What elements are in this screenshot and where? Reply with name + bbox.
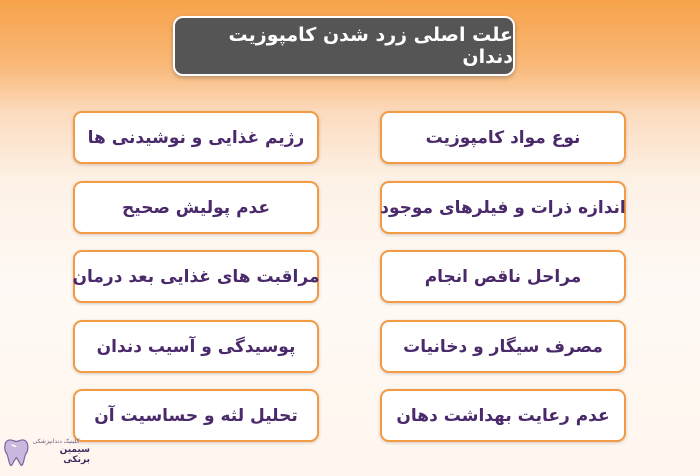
- cause-card: مراقبت های غذایی بعد درمان: [73, 250, 319, 303]
- logo-name: سیمین برنکی: [59, 444, 90, 465]
- cause-card: عدم پولیش صحیح: [73, 181, 319, 234]
- cause-card: عدم رعایت بهداشت دهان: [380, 389, 626, 442]
- logo-subtitle: کلینیک دندانپزشکی: [32, 437, 80, 445]
- cause-card: نوع مواد کامپوزیت: [380, 111, 626, 164]
- tooth-icon: [2, 434, 31, 468]
- clinic-logo: [0, 432, 90, 470]
- cause-card: مراحل ناقص انجام: [380, 250, 626, 303]
- page-title: علت اصلی زرد شدن کامپوزیت دندان: [173, 16, 515, 76]
- cause-card: تحلیل لثه و حساسیت آن: [73, 389, 319, 442]
- cause-card: مصرف سیگار و دخانیات: [380, 320, 626, 373]
- cause-card: پوسیدگی و آسیب دندان: [73, 320, 319, 373]
- cause-card: رژیم غذایی و نوشیدنی ها: [73, 111, 319, 164]
- cause-card: اندازه ذرات و فیلرهای موجود: [380, 181, 626, 234]
